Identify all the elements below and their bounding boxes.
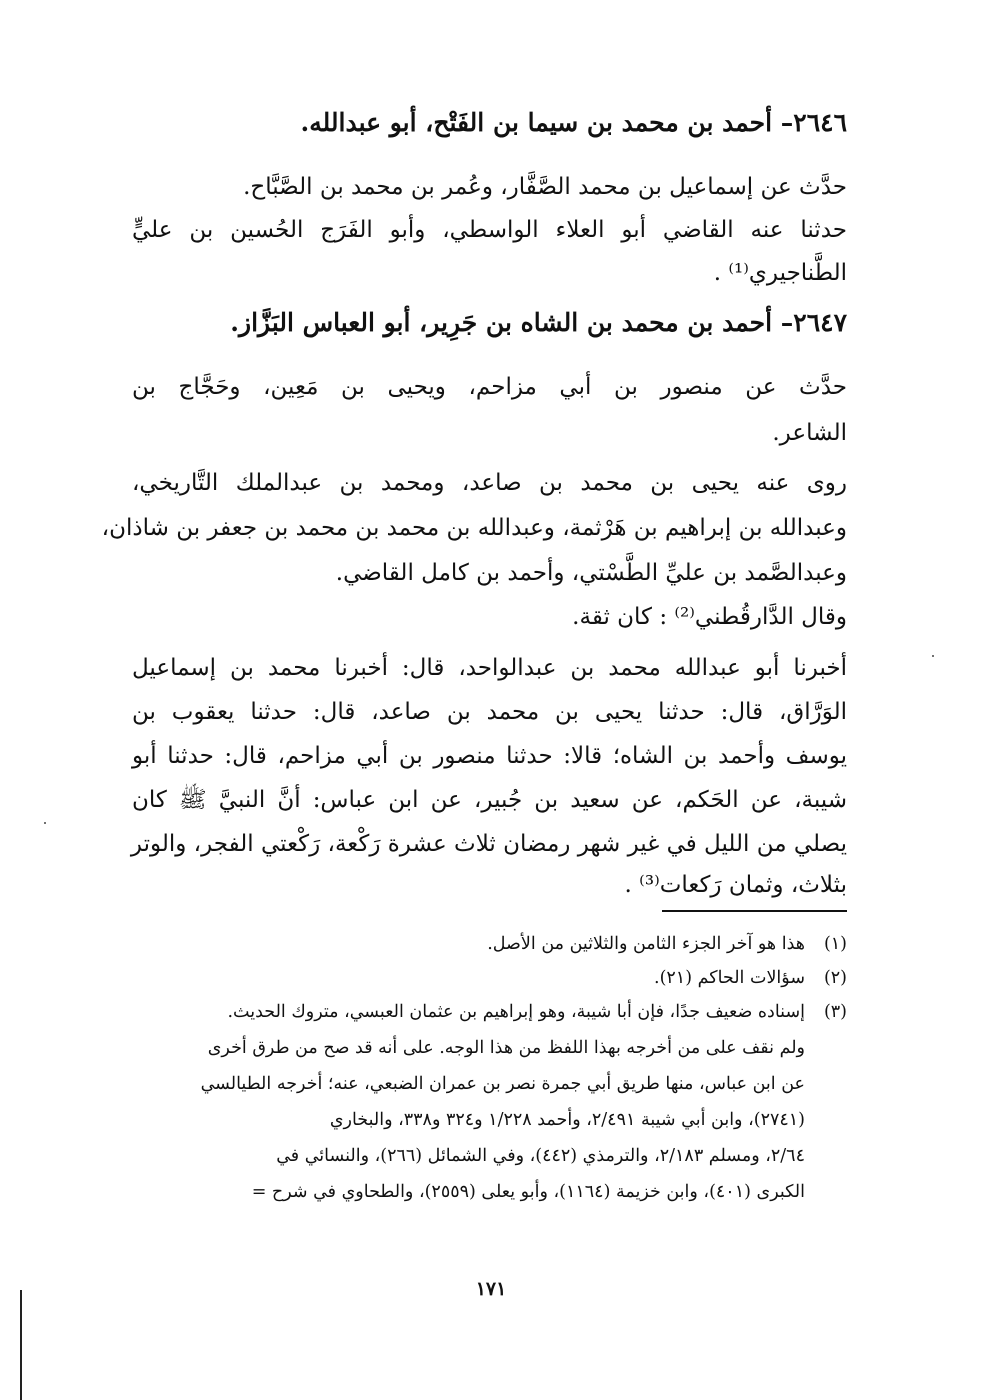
entry-text-line: الوَرَّاق، قال: حدثنا يحيى بن محمد بن صاعد، قال: حدثنا يعقوب بن [132,699,847,725]
footnote-continuation: الكبرى (٤٠١)، وابن خزيمة (١١٦٤)، وأبو يعلى (٢٥٥٩)، والطحاوي في شرح = [251,1182,805,1202]
entry-text-line: أخبرنا أبو عبدالله محمد بن عبدالواحد، قال: أخبرنا محمد بن إسماعيل [132,655,847,681]
scan-speck [932,655,934,657]
entry-text-line: حدثنا عنه القاضي أبو العلاء الواسطي، وأبو الفَرَج الحُسين بن عليٍّ [132,217,847,243]
scan-margin-line [20,1290,22,1400]
footnote-number: (٢) [823,968,847,988]
footnote [132,966,847,990]
entry-text-line: وعبدالصَّمد بن عليِّ الطَّسْتي، وأحمد بن كامل القاضي. [335,560,847,586]
footnote-number: (١) [823,934,847,954]
footnote-continuation: عن ابن عباس، منها طريق أبي جمرة نصر بن عمران الضبعي، عنه؛ أخرجه الطيالسي [200,1074,805,1094]
entry-text-line: وعبدالله بن إبراهيم بن هَرْثمة، وعبدالله بن محمد بن محمد بن جعفر بن شاذان، [101,515,847,541]
footnote [132,1000,847,1024]
entry-text-line: شيبة، عن الحَكم، عن سعيد بن جُبير، عن ابن عباس: أنَّ النبيَّ ﷺ كان [132,787,848,813]
footnote-text: إسناده ضعيف جدًا، فإن أبا شيبة، وهو إبراهيم بن عثمان العبسي، متروك الحديث. [227,1002,805,1022]
footnote-text: سؤالات الحاكم (٢١). [654,968,805,988]
footnote-continuation: ولم نقف على من أخرجه بهذا اللفظ من هذا الوجه. على أنه قد صح من طرق أخرى [207,1038,805,1058]
footnote-number: (٣) [823,1002,847,1022]
entry-text-line: روى عنه يحيى بن محمد بن صاعد، ومحمد بن عبدالملك التَّاريخي، [132,470,847,496]
entry-text-line: حدَّث عن إسماعيل بن محمد الصَّفَّار، وعُمر بن محمد بن الصَّبَّاح. [243,174,847,200]
page-number: ١٧١ [475,1278,507,1300]
entry-text-line: يوسف وأحمد بن الشاه؛ قالا: حدثنا منصور بن أبي مزاحم، قال: حدثنا أبو [132,743,847,769]
entry-text-line: وقال الدَّارقُطني⁽²⁾ : كان ثقة. [572,604,847,630]
entry-heading: ٢٦٤٧– أحمد بن محمد بن الشاه بن جَرِير، أبو العباس البَزَّاز. [230,308,847,337]
footnote-continuation: ٢/٦٤، ومسلم ٢/١٨٣، والترمذي (٤٤٢)، وفي الشمائل (٢٦٦)، والنسائي في [276,1146,805,1166]
entry-text-line: بثلاث، وثمان رَكعات⁽³⁾ . [624,872,847,898]
scan-speck [44,822,46,824]
entry-text-line: يصلي من الليل في غير شهر رمضان ثلاث عشرة رَكْعة، رَكْعتي الفجر، والوتر [130,831,847,857]
entry-heading: ٢٦٤٦– أحمد بن محمد بن سيما بن الفَتْح، أبو عبدالله. [300,108,847,137]
footnote-text: هذا هو آخر الجزء الثامن والثلاثين من الأصل. [487,934,805,954]
footnote-continuation: (٢٧٤١)، وابن أبي شيبة ٢/٤٩١، وأحمد ١/٢٢٨ و٣٢٤ و٣٣٨، والبخاري [329,1110,805,1130]
entry-text-line: حدَّث عن منصور بن أبي مزاحم، ويحيى بن مَعِين، وحَجَّاج بن [132,374,847,400]
entry-text-line: الطَّناجيري⁽¹⁾ . [713,260,847,286]
footnote-separator [662,910,847,912]
footnote [132,932,847,956]
entry-text-line: الشاعر. [772,420,847,446]
